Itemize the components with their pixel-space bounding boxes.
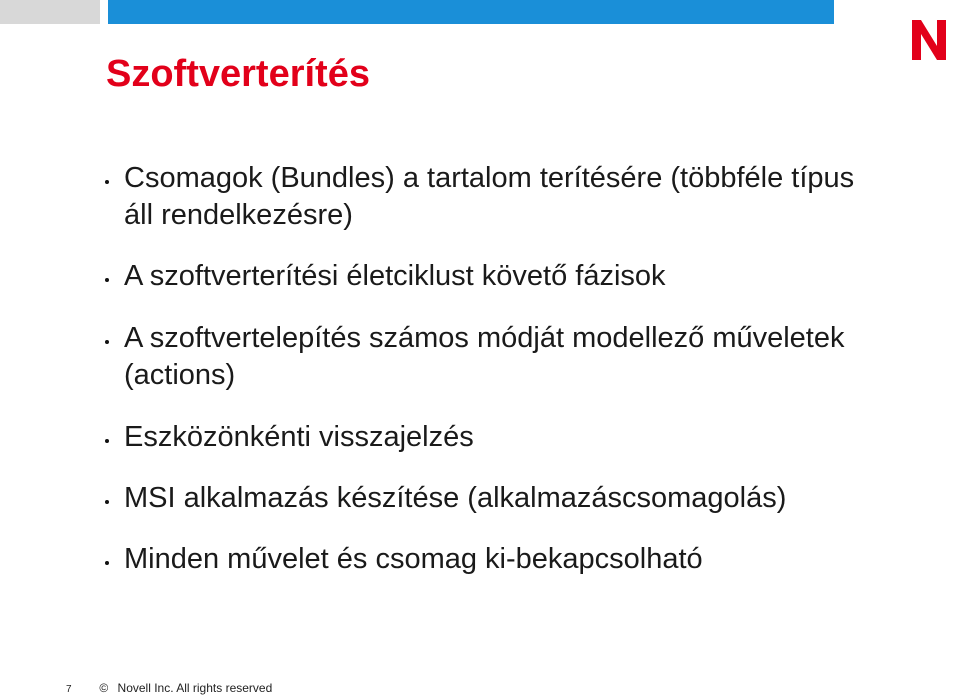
bullet-dot-icon: [105, 340, 109, 344]
bullet-text: Eszközönkénti visszajelzés: [124, 421, 474, 453]
bullet-text: A szoftverterítési életciklust követő fázisok: [124, 260, 666, 292]
header-blue-bar: [108, 0, 834, 24]
bullet-dot-icon: [105, 439, 109, 443]
bullet-dot-icon: [105, 500, 109, 504]
bullet-text: Minden művelet és csomag ki-bekapcsolható: [124, 543, 703, 575]
bullet-text: MSI alkalmazás készítése (alkalmazáscsomagolás): [124, 482, 787, 514]
novell-n-logo-icon: [904, 14, 954, 64]
bullet-item: [100, 258, 890, 295]
bullet-item: [100, 160, 890, 234]
bullet-item: [100, 480, 890, 517]
bullet-text: A szoftvertelepítés számos módját modellező műveletek (actions): [124, 322, 845, 391]
slide-title: Szoftverterítés: [106, 53, 370, 95]
bullet-dot-icon: [105, 561, 109, 565]
footer: [66, 680, 272, 698]
page-number: 7: [66, 684, 72, 695]
bullet-item: [100, 541, 890, 578]
bullet-dot-icon: [105, 278, 109, 282]
copyright-icon: ©: [99, 681, 109, 695]
copyright-text: Novell Inc. All rights reserved: [117, 681, 273, 695]
bullet-item: [100, 320, 890, 394]
bullet-text: Csomagok (Bundles) a tartalom terítésére (többféle típus áll rendelkezésre): [124, 162, 855, 231]
bullet-dot-icon: [105, 180, 109, 184]
header-gray-bar: [0, 0, 100, 24]
logo-dot: [940, 54, 946, 60]
bullet-item: [100, 419, 890, 456]
